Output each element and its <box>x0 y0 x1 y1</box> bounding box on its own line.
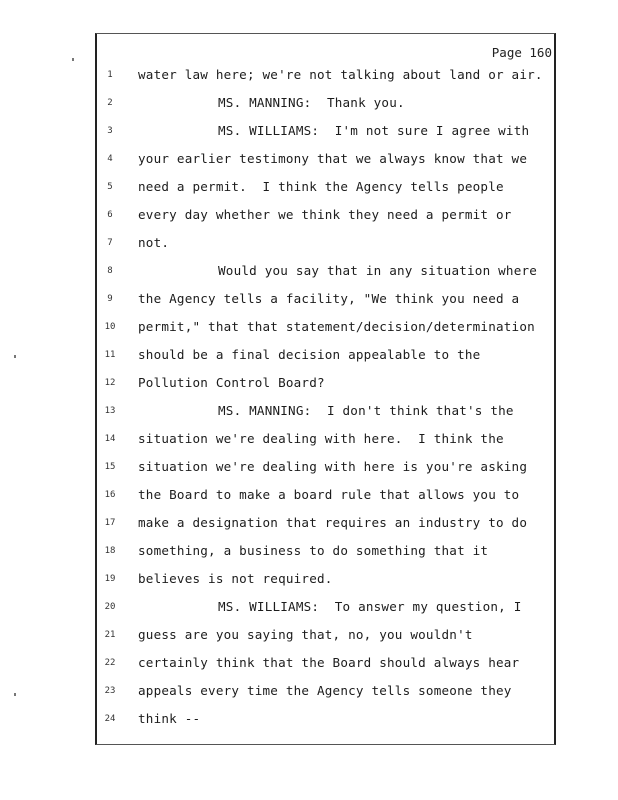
transcript-line <box>0 403 618 423</box>
line-number: 14 <box>104 434 116 444</box>
transcript-line <box>0 67 618 87</box>
transcript-line <box>0 347 618 367</box>
line-text: situation we're dealing with here. I think the <box>138 431 504 446</box>
line-number: 10 <box>104 322 116 332</box>
scan-artifact <box>14 355 16 358</box>
line-text: Would you say that in any situation where <box>218 263 538 278</box>
line-text: appeals every time the Agency tells someone they <box>138 683 512 698</box>
line-number: 22 <box>104 658 116 668</box>
transcript-line <box>0 599 618 619</box>
line-text: believes is not required. <box>138 571 333 586</box>
transcript-line <box>0 263 618 283</box>
transcript-line <box>0 683 618 703</box>
line-text: need a permit. I think the Agency tells people <box>138 179 504 194</box>
line-text: MS. WILLIAMS: I'm not sure I agree with <box>218 123 530 138</box>
line-number: 18 <box>104 546 116 556</box>
transcript-line <box>0 515 618 535</box>
line-text: situation we're dealing with here is you're asking <box>138 459 528 474</box>
line-number: 12 <box>104 378 116 388</box>
transcript-line <box>0 375 618 395</box>
line-number: 9 <box>107 294 113 304</box>
line-text: the Board to make a board rule that allows you to <box>138 487 520 502</box>
line-number: 11 <box>104 350 116 360</box>
line-text: permit," that that statement/decision/determination <box>138 319 535 334</box>
transcript-line <box>0 291 618 311</box>
line-text: MS. MANNING: I don't think that's the <box>218 403 514 418</box>
transcript-line <box>0 123 618 143</box>
scan-artifact <box>72 58 74 61</box>
transcript-line <box>0 543 618 563</box>
scan-artifact <box>14 693 16 696</box>
line-number: 24 <box>104 714 116 724</box>
transcript-line <box>0 179 618 199</box>
line-text: make a designation that requires an industry to do <box>138 515 528 530</box>
transcript-line <box>0 571 618 591</box>
line-text: something, a business to do something that it <box>138 543 489 558</box>
line-text: should be a final decision appealable to the <box>138 347 481 362</box>
line-text: guess are you saying that, no, you wouldn't <box>138 627 473 642</box>
page-number: Page 160 <box>491 45 552 60</box>
line-number: 20 <box>104 602 116 612</box>
line-text: MS. WILLIAMS: To answer my question, I <box>218 599 522 614</box>
line-text: your earlier testimony that we always know that we <box>138 151 528 166</box>
transcript-line <box>0 235 618 255</box>
transcript-line <box>0 95 618 115</box>
line-text: water law here; we're not talking about land or air. <box>138 67 543 82</box>
line-number: 23 <box>104 686 116 696</box>
line-number: 17 <box>104 518 116 528</box>
line-text: Pollution Control Board? <box>138 375 325 390</box>
transcript-line <box>0 655 618 675</box>
line-number: 1 <box>107 70 113 80</box>
transcript-line <box>0 711 618 731</box>
line-number: 6 <box>107 210 113 220</box>
line-text: MS. MANNING: Thank you. <box>218 95 405 110</box>
line-number: 19 <box>104 574 116 584</box>
line-number: 15 <box>104 462 116 472</box>
line-number: 4 <box>107 154 113 164</box>
transcript-line <box>0 627 618 647</box>
line-number: 2 <box>107 98 113 108</box>
line-number: 13 <box>104 406 116 416</box>
line-number: 16 <box>104 490 116 500</box>
transcript-line <box>0 459 618 479</box>
line-text: every day whether we think they need a permit or <box>138 207 512 222</box>
line-text: certainly think that the Board should always hear <box>138 655 520 670</box>
transcript-line <box>0 487 618 507</box>
line-text: the Agency tells a facility, "We think you need a <box>138 291 520 306</box>
transcript-line <box>0 151 618 171</box>
transcript-line <box>0 431 618 451</box>
line-number: 3 <box>107 126 113 136</box>
line-number: 21 <box>104 630 116 640</box>
line-number: 8 <box>107 266 113 276</box>
line-number: 7 <box>107 238 113 248</box>
transcript-line <box>0 319 618 339</box>
line-text: think -- <box>138 711 201 726</box>
transcript-line <box>0 207 618 227</box>
line-number: 5 <box>107 182 113 192</box>
line-text: not. <box>138 235 170 250</box>
